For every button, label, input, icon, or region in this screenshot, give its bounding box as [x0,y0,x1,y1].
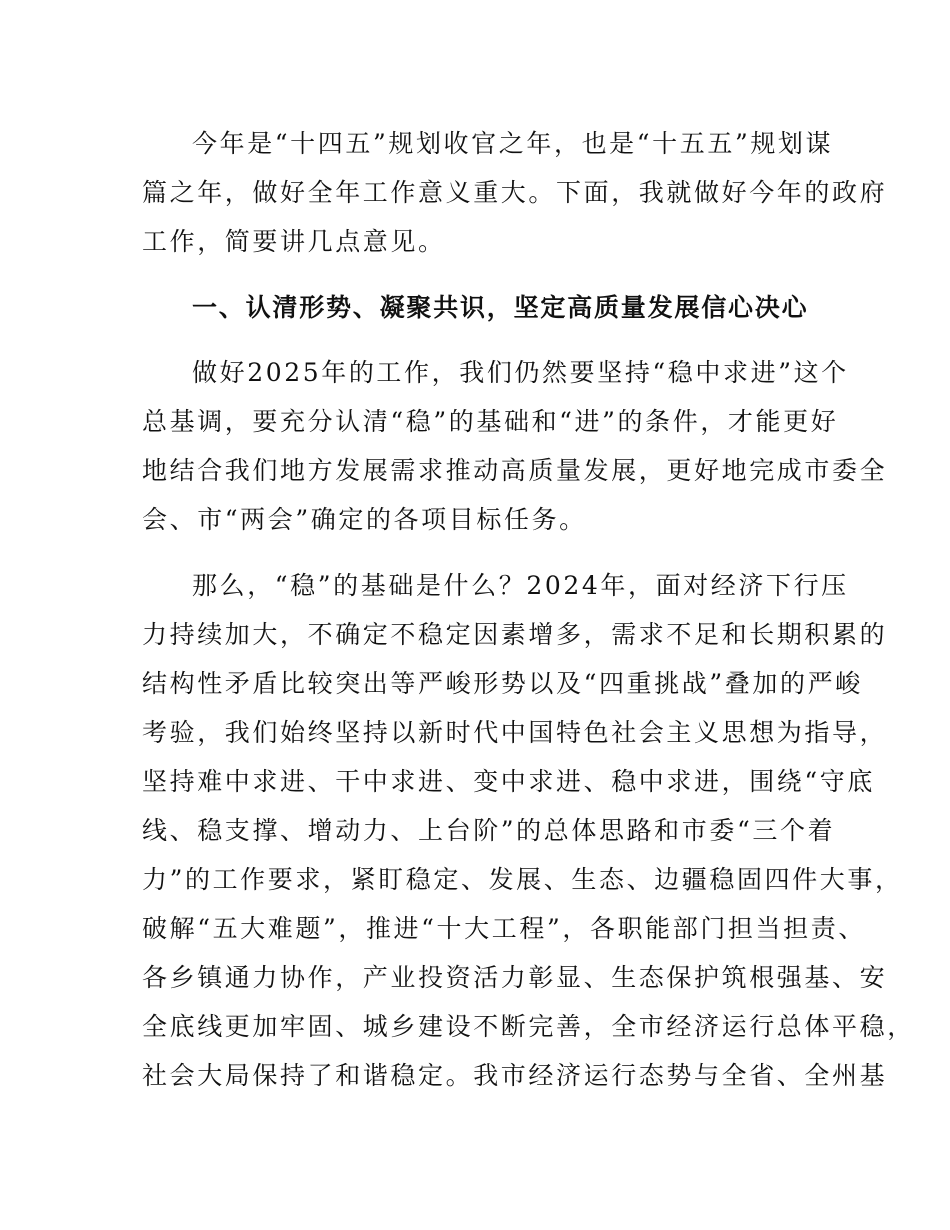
paragraph-3-line-1: 那么，“稳”的基础是什么？2024年，面对经济下行压 [192,571,849,600]
paragraph-2-line-3: 地结合我们地方发展需求推动高质量发展，更好地完成市委全 [142,456,888,485]
paragraph-3-line-9: 各乡镇通力协作，产业投资活力彰显、生态保护筑根强基、安 [142,963,888,992]
paragraph-3-line-10: 全底线更加牢固、城乡建设不断完善，全市经济运行总体平稳， [142,1012,915,1041]
paragraph-3-line-4: 考验，我们始终坚持以新时代中国特色社会主义思想为指导， [142,718,888,747]
paragraph-3-line-7: 力”的工作要求，紧盯稳定、发展、生态、边疆稳固四件大事， [142,865,903,894]
paragraph-2-line-2: 总基调，要充分认清“稳”的基础和“进”的条件，才能更好 [142,407,839,436]
paragraph-3-line-6: 线、稳支撑、增动力、上台阶”的总体思路和市委“三个着 [142,816,836,845]
paragraph-1-line-1: 今年是“十四五”规划收官之年，也是“十五五”规划谋 [192,129,834,158]
paragraph-2-line-4: 会、市“两会”确定的各项目标任务。 [142,505,587,534]
paragraph-3-line-5: 坚持难中求进、干中求进、变中求进、稳中求进，围绕“守底 [142,767,875,796]
section-heading-1: 一、认清形势、凝聚共识，坚定高质量发展信心决心 [192,293,809,322]
paragraph-3-line-2: 力持续加大，不确定不稳定因素增多，需求不足和长期积累的 [142,620,888,649]
paragraph-1-line-2: 篇之年，做好全年工作意义重大。下面，我就做好今年的政府 [142,178,888,207]
paragraph-3-line-3: 结构性矛盾比较突出等严峻形势以及“四重挑战”叠加的严峻 [142,669,863,698]
paragraph-2-line-1: 做好2025年的工作，我们仍然要坚持“稳中求进”这个 [192,358,849,387]
paragraph-1-line-3: 工作，简要讲几点意见。 [142,227,446,256]
paragraph-3-line-11: 社会大局保持了和谐稳定。我市经济运行态势与全省、全州基 [142,1061,888,1090]
paragraph-3-line-8: 破解“五大难题”，推进“十大工程”，各职能部门担当担责、 [142,914,866,943]
